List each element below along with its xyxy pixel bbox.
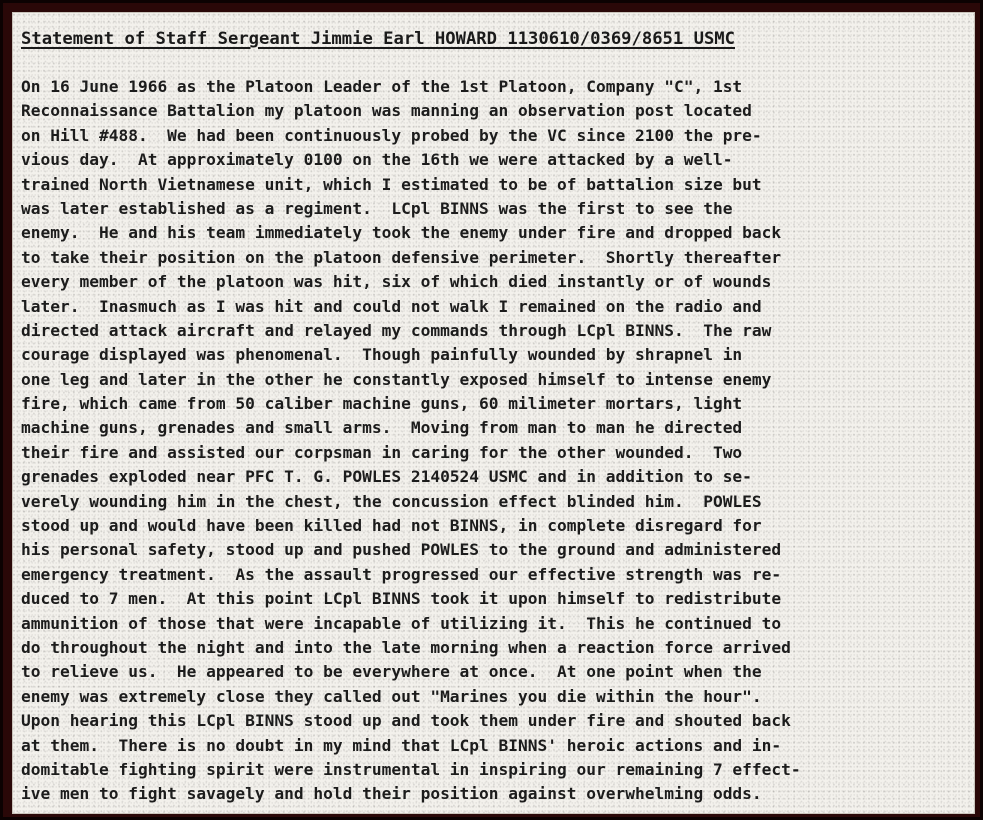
statement-line: every member of the platoon was hit, six of which died instantly or of wounds <box>21 272 772 292</box>
statement-line: courage displayed was phenomenal. Though painfully wounded by shrapnel in <box>21 345 743 365</box>
statement-body <box>21 75 966 807</box>
statement-line: Upon hearing this LCpl BINNS stood up and took them under fire and shouted back <box>21 711 791 731</box>
statement-line: trained North Vietnamese unit, which I estimated to be of battalion size but <box>21 174 762 194</box>
statement-line: ammunition of those that were incapable of utilizing it. This he continued to <box>21 613 782 633</box>
statement-line: stood up and would have been killed had not BINNS, in complete disregard for <box>21 516 762 536</box>
statement-line: enemy. He and his team immediately took the enemy under fire and dropped back <box>21 223 782 243</box>
typewritten-page <box>12 12 975 814</box>
statement-line: on Hill #488. We had been continuously probed by the VC since 2100 the pre- <box>21 125 762 145</box>
statement-line: was later established as a regiment. LCpl BINNS was the first to see the <box>21 198 733 218</box>
statement-line: Reconnaissance Battalion my platoon was manning an observation post located <box>21 101 752 121</box>
statement-line: their fire and assisted our corpsman in caring for the other wounded. Two <box>21 442 743 462</box>
statement-line: domitable fighting spirit were instrumental in inspiring our remaining 7 effect- <box>21 759 801 779</box>
statement-line: to take their position on the platoon defensive perimeter. Shortly thereafter <box>21 247 782 267</box>
statement-line: verely wounding him in the chest, the concussion effect blinded him. POWLES <box>21 491 762 511</box>
statement-line: duced to 7 men. At this point LCpl BINNS took it upon himself to redistribute <box>21 589 782 609</box>
statement-line: to relieve us. He appeared to be everywhere at once. At one point when the <box>21 662 762 682</box>
statement-line: directed attack aircraft and relayed my commands through LCpl BINNS. The raw <box>21 320 772 340</box>
statement-line: later. Inasmuch as I was hit and could not walk I remained on the radio and <box>21 296 762 316</box>
statement-line: machine guns, grenades and small arms. Moving from man to man he directed <box>21 418 743 438</box>
statement-line: vious day. At approximately 0100 on the 16th we were attacked by a well- <box>21 150 733 170</box>
statement-line: emergency treatment. As the assault progressed our effective strength was re- <box>21 564 782 584</box>
statement-line: On 16 June 1966 as the Platoon Leader of the 1st Platoon, Company "C", 1st <box>21 77 743 96</box>
statement-line: at them. There is no doubt in my mind that LCpl BINNS' heroic actions and in- <box>21 735 782 755</box>
statement-line: grenades exploded near PFC T. G. POWLES 2140524 USMC and in addition to se- <box>21 467 752 487</box>
statement-line: fire, which came from 50 caliber machine guns, 60 milimeter mortars, light <box>21 394 743 414</box>
statement-line: do throughout the night and into the late morning when a reaction force arrived <box>21 637 791 657</box>
statement-line: enemy was extremely close they called out "Marines you die within the hour". <box>21 686 762 706</box>
statement-title: Statement of Staff Sergeant Jimmie Earl HOWARD 1130610/0369/8651 USMC <box>21 29 735 49</box>
statement-line: his personal safety, stood up and pushed POWLES to the ground and administered <box>21 540 782 560</box>
statement-line: one leg and later in the other he constantly exposed himself to intense enemy <box>21 369 772 389</box>
statement-line: ive men to fight savagely and hold their position against overwhelming odds. <box>21 784 762 804</box>
